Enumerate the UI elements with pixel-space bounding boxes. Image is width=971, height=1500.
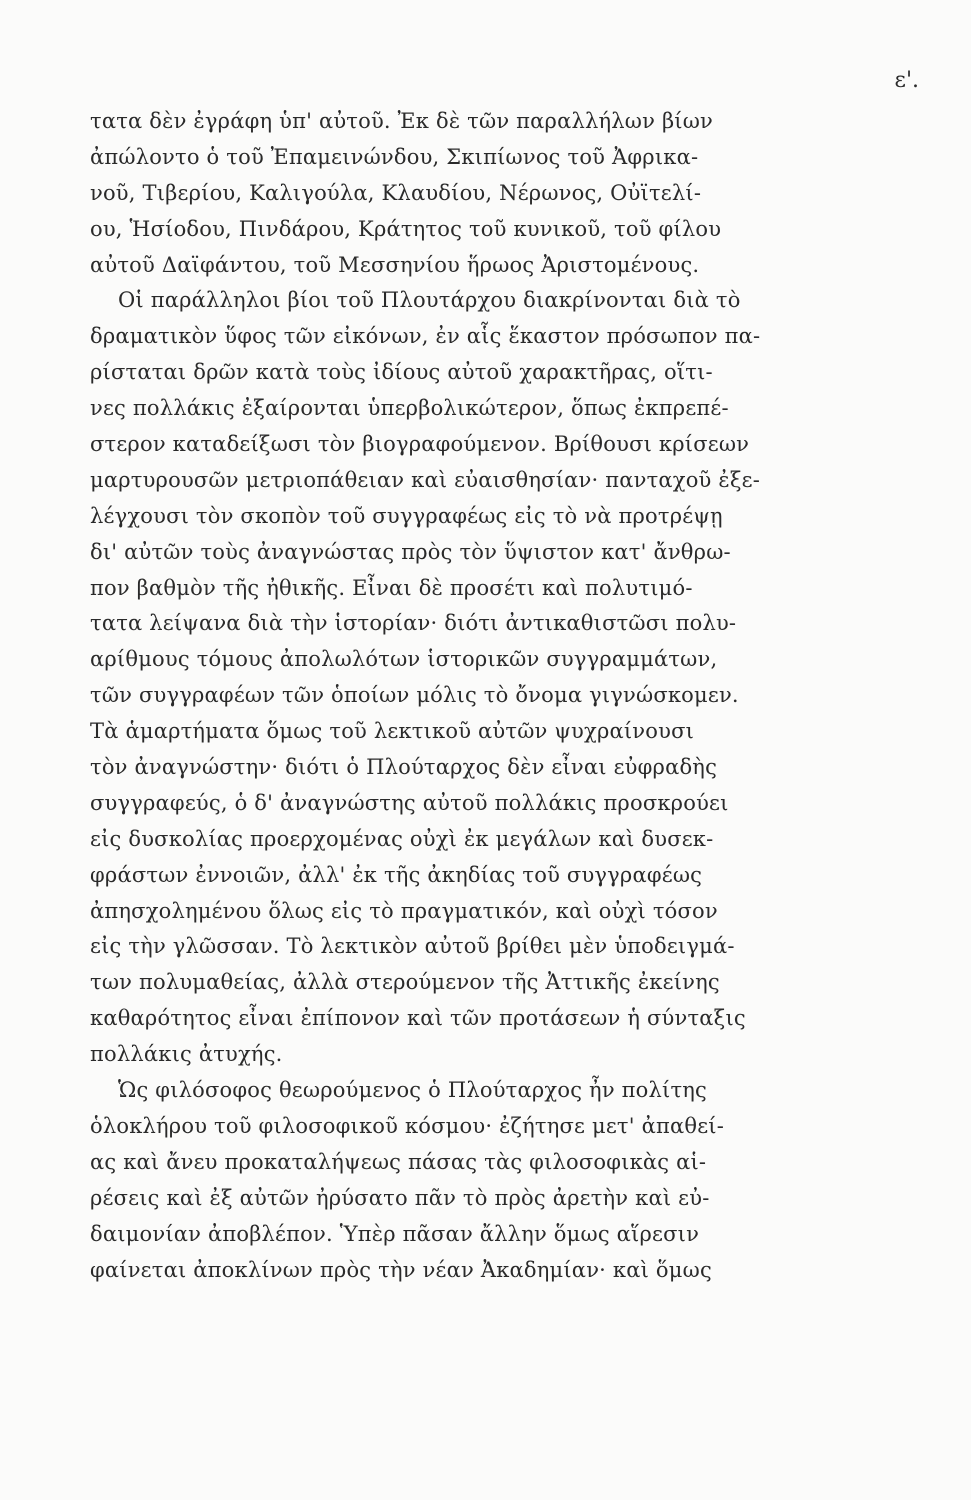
text-line: ας καὶ ἄνευ προκαταλήψεως πάσας τὰς φιλοσοφικὰς αἱ- [90,1149,707,1174]
text-line: νες πολλάκις ἐξαίρονται ὑπερβολικώτερον, ὅπως ἐκπρεπέ- [90,396,729,421]
text-line: λέγχουσι τὸν σκοπὸν τοῦ συγγραφέως εἰς τὸ νὰ προτρέψῃ [90,503,723,528]
text-line: τὸν ἀναγνώστην· διότι ὁ Πλούταρχος δὲν εἶναι εὐφραδὴς [90,755,718,780]
text-line: αὐτοῦ Δαϊφάντου, τοῦ Μεσσηνίου ἥρωος Ἀριστομένους. [90,252,700,277]
text-line: φράστων ἐννοιῶν, ἀλλ' ἐκ τῆς ἀκηδίας τοῦ συγγραφέως [90,862,703,887]
text-line: εἰς τὴν γλῶσσαν. Τὸ λεκτικὸν αὐτοῦ βρίθει μὲν ὑποδειγμά- [90,934,735,959]
text-line: καθαρότητος εἶναι ἐπίπονον καὶ τῶν προτάσεων ἡ σύνταξις [90,1006,746,1031]
text-line: νοῦ, Τιβερίου, Καλιγούλα, Κλαυδίου, Νέρωνος, Οὐϊτελί- [90,180,702,205]
text-line: πολλάκις ἀτυχής. [90,1042,283,1067]
text-line: Τὰ ἁμαρτήματα ὅμως τοῦ λεκτικοῦ αὐτῶν ψυχραίνουσι [90,719,695,744]
text-line: ου, Ἡσίοδου, Πινδάρου, Κράτητος τοῦ κυνικοῦ, τοῦ φίλου [90,216,722,241]
body-text [90,104,770,1288]
text-line: ἀπώλοντο ὁ τοῦ Ἐπαμεινώνδου, Σκιπίωνος τοῦ Ἀφρικα- [90,144,699,169]
text-line: στερον καταδείξωσι τὸν βιογραφούμενον. Βρίθουσι κρίσεων [90,432,750,457]
text-line: τατα λείψανα διὰ τὴν ἱστορίαν· διότι ἀντικαθιστῶσι πολυ- [90,611,737,636]
text-line: Οἱ παράλληλοι βίοι τοῦ Πλουτάρχου διακρίνονται διὰ τὸ [118,288,741,313]
text-line: φαίνεται ἀποκλίνων πρὸς τὴν νέαν Ἀκαδημίαν· καὶ ὅμως [90,1257,712,1282]
text-line: μαρτυρουσῶν μετριοπάθειαν καὶ εὐαισθησίαν· πανταχοῦ ἐξε- [90,467,761,492]
text-line: δι' αὐτῶν τοὺς ἀναγνώστας πρὸς τὸν ὕψιστον κατ' ἄνθρω- [90,539,731,564]
text-line: ρίσταται δρῶν κατὰ τοὺς ἰδίους αὐτοῦ χαρακτῆρας, οἵτι- [90,360,713,385]
text-line: αρίθμους τόμους ἀπολωλότων ἱστορικῶν συγγραμμάτων, [90,647,718,672]
text-line: συγγραφεύς, ὁ δ' ἀναγνώστης αὐτοῦ πολλάκις προσκρούει [90,790,729,815]
text-line: δραματικὸν ὕφος τῶν εἰκόνων, ἐν αἷς ἕκαστον πρόσωπον πα- [90,324,761,349]
text-line: εἰς δυσκολίας προερχομένας οὐχὶ ἐκ μεγάλων καὶ δυσεκ- [90,826,714,851]
text-line: των πολυμαθείας, ἀλλὰ στερούμενον τῆς Ἀττικῆς ἐκείνης [90,970,720,995]
text-line: τῶν συγγραφέων τῶν ὁποίων μόλις τὸ ὄνομα γιγνώσκομεν. [90,683,739,708]
text-line: ρέσεις καὶ ἐξ αὐτῶν ἠρύσατο πᾶν τὸ πρὸς ἀρετὴν καὶ εὐ- [90,1185,710,1210]
text-line: πον βαθμὸν τῆς ἠθικῆς. Εἶναι δὲ προσέτι καὶ πολυτιμό- [90,575,693,600]
text-line: Ὡς φιλόσοφος θεωρούμενος ὁ Πλούταρχος ἦν πολίτης [118,1078,708,1103]
text-line: ὁλοκλήρου τοῦ φιλοσοφικοῦ κόσμου· ἐζήτησε μετ' ἀπαθεί- [90,1113,725,1138]
page-number: ε'. [894,68,919,93]
text-line: δαιμονίαν ἀποβλέπον. Ὑπὲρ πᾶσαν ἄλλην ὅμως αἵρεσιν [90,1221,700,1246]
text-line: ἀπησχολημένου ὅλως εἰς τὸ πραγματικόν, καὶ οὐχὶ τόσον [90,898,718,923]
text-line: τατα δὲν ἐγράφη ὑπ' αὐτοῦ. Ἐκ δὲ τῶν παραλλήλων βίων [90,109,714,133]
